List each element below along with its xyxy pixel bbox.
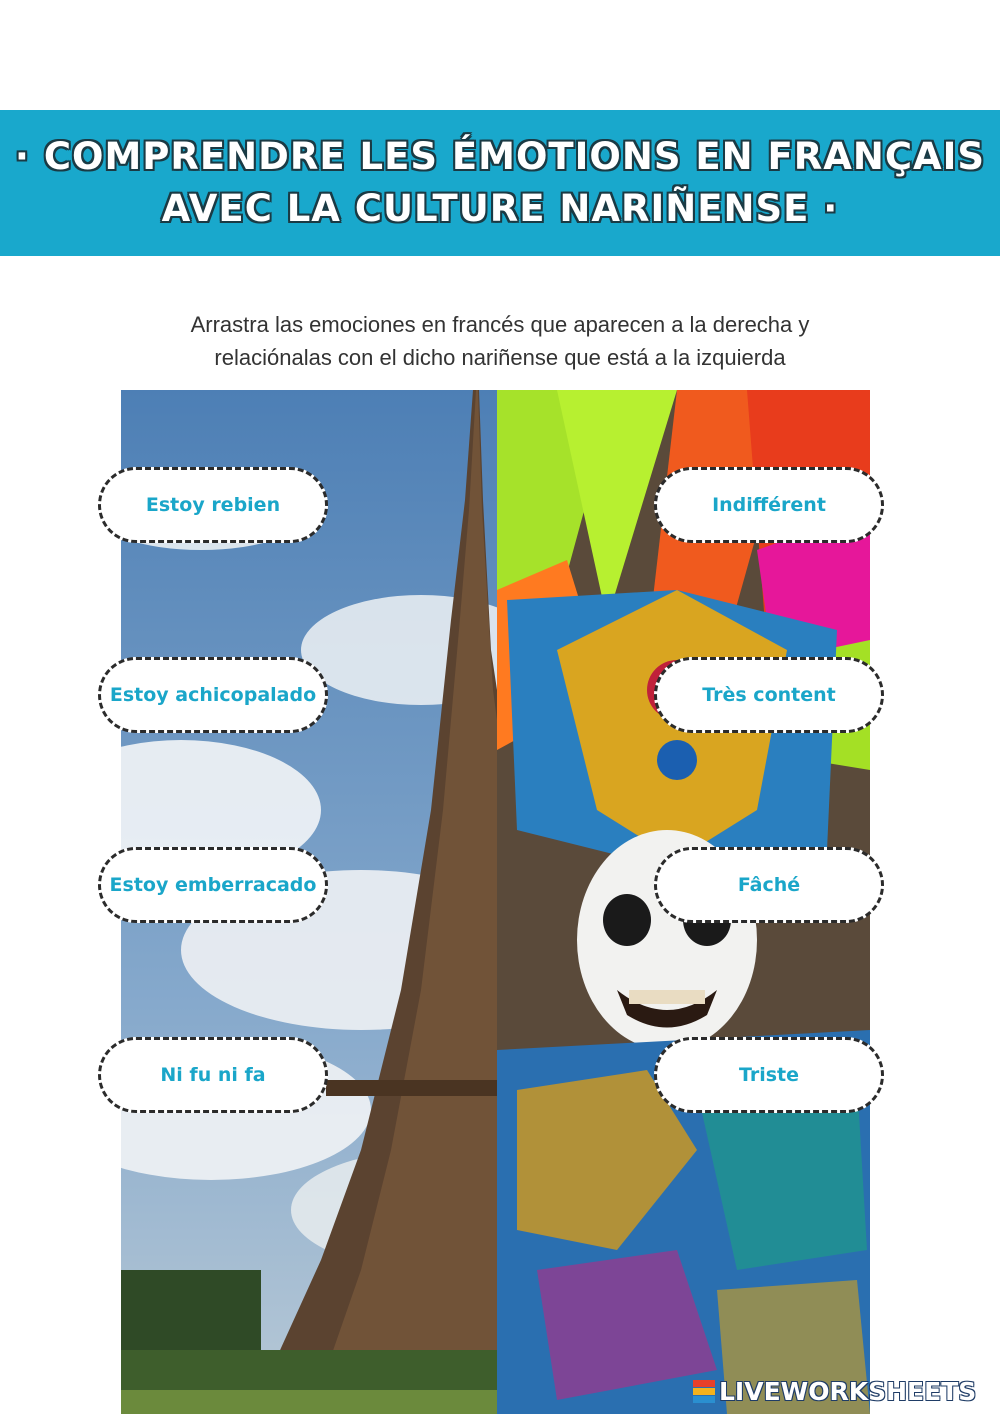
card-indifferent[interactable]: Indifférent — [654, 467, 884, 543]
title-banner — [0, 110, 1000, 256]
card-ni-fu-ni-fa[interactable]: Ni fu ni fa — [98, 1037, 328, 1113]
instructions — [0, 308, 1000, 374]
liveworksheets-logo-icon — [693, 1380, 715, 1402]
card-triste[interactable]: Triste — [654, 1037, 884, 1113]
card-tres-content[interactable]: Très content — [654, 657, 884, 733]
instructions-line-2: relaciónalas con el dicho nariñense que está a la izquierda — [214, 345, 786, 370]
card-estoy-rebien[interactable]: Estoy rebien — [98, 467, 328, 543]
card-estoy-achicopalado[interactable]: Estoy achicopalado — [98, 657, 328, 733]
card-estoy-emberracado[interactable]: Estoy emberracado — [98, 847, 328, 923]
instructions-line-1: Arrastra las emociones en francés que aparecen a la derecha y — [190, 312, 810, 337]
page-title-line-2: AVEC LA CULTURE NARIÑENSE · — [161, 187, 839, 230]
card-fache[interactable]: Fâché — [654, 847, 884, 923]
liveworksheets-watermark — [693, 1376, 976, 1406]
page-title-line-1: · COMPRENDRE LES ÉMOTIONS EN FRANÇAIS — [14, 135, 986, 178]
watermark-text: LIVEWORKSHEETS — [719, 1376, 977, 1406]
